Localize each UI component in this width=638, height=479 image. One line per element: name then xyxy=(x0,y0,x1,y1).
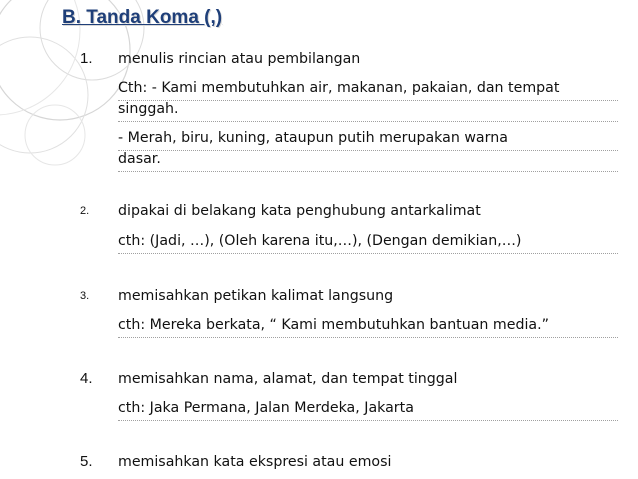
item-text: cth: Jaka Permana, Jalan Merdeka, Jakarta xyxy=(118,397,618,421)
item-text: cth: (Jadi, …), (Oleh karena itu,…), (Dengan demikian,…) xyxy=(118,230,618,254)
item-text: dipakai di belakang kata penghubung antarkalimat xyxy=(118,203,481,219)
item-text: memisahkan petikan kalimat langsung xyxy=(118,288,394,304)
item-text: - Merah, biru, kuning, ataupun putih merupakan warna xyxy=(118,127,618,151)
item-text: cth: Mereka berkata, “ Kami membutuhkan bantuan media.” xyxy=(118,314,618,338)
slide-title: B. Tanda Koma (,) xyxy=(62,7,223,28)
item-text: Cth: - Kami membutuhkan air, makanan, pakaian, dan tempat xyxy=(118,77,618,101)
item-text: memisahkan nama, alamat, dan tempat tinggal xyxy=(118,371,458,387)
item-number: 1. xyxy=(80,50,93,67)
item-number: 3. xyxy=(80,290,90,302)
item-number: 2. xyxy=(80,205,90,217)
item-text: singgah. xyxy=(118,98,618,122)
item-text: menulis rincian atau pembilangan xyxy=(118,51,361,67)
item-text: dasar. xyxy=(118,148,618,172)
item-number: 4. xyxy=(80,370,93,387)
item-text: memisahkan kata ekspresi atau emosi xyxy=(118,454,392,470)
item-number: 5. xyxy=(80,453,93,470)
